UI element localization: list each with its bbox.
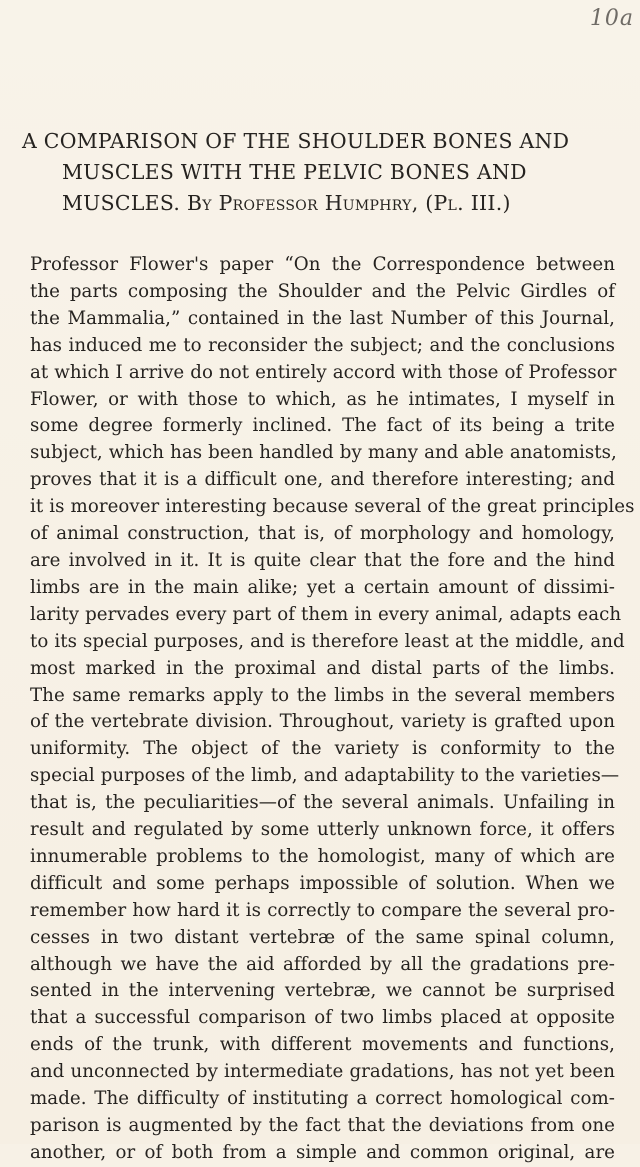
title-line-2: MUSCLES WITH THE PELVIC BONES AND bbox=[62, 160, 527, 184]
body-line: and unconnected by intermediate gradations, has not yet been bbox=[30, 1061, 615, 1083]
body-line: innumerable problems to the homologist, many of which are bbox=[30, 845, 615, 867]
body-line: subject, which has been handled by many and able anatomists, bbox=[30, 442, 617, 464]
body-line: most marked in the proximal and distal parts of the limbs. bbox=[30, 657, 615, 679]
body-line: Professor Flower's paper “On the Correspondence between bbox=[30, 254, 615, 275]
body-line: to its special purposes, and is therefore least at the middle, and bbox=[30, 630, 625, 652]
body-line: of the vertebrate division. Throughout, variety is grafted upon bbox=[30, 711, 615, 733]
body-line: Flower, or with those to which, as he intimates, I myself in bbox=[30, 388, 615, 410]
body-line: uniformity. The object of the variety is conformity to the bbox=[30, 738, 615, 760]
article-title bbox=[22, 126, 622, 219]
body-line: that a successful comparison of two limbs placed at opposite bbox=[30, 1007, 615, 1029]
body-line: remember how hard it is correctly to compare the several pro- bbox=[30, 899, 615, 921]
body-line: sented in the intervening vertebræ, we cannot be surprised bbox=[30, 980, 615, 1002]
title-line-1: A COMPARISON OF THE SHOULDER BONES AND bbox=[22, 129, 570, 153]
body-line: some degree formerly inclined. The fact of its being a trite bbox=[30, 415, 615, 437]
body-line: special purposes of the limb, and adaptability to the varieties— bbox=[30, 765, 620, 787]
body-line: the parts composing the Shoulder and the Pelvic Girdles of bbox=[30, 280, 615, 302]
body-line: result and regulated by some utterly unknown force, it offers bbox=[30, 819, 615, 841]
body-line: the Mammalia,” contained in the last Number of this Journal, bbox=[30, 307, 615, 329]
body-line: although we have the aid afforded by all the gradations pre- bbox=[30, 953, 615, 975]
body-line: at which I arrive do not entirely accord with those of Professor bbox=[30, 361, 617, 383]
body-line: The same remarks apply to the limbs in the several members bbox=[30, 684, 615, 706]
body-line: made. The difficulty of instituting a correct homological com- bbox=[30, 1088, 615, 1110]
body-line: difficult and some perhaps impossible of solution. When we bbox=[30, 872, 615, 894]
article-body bbox=[30, 252, 635, 1167]
title-line-3 bbox=[22, 188, 622, 219]
body-line: parison is augmented by the fact that the deviations from one bbox=[30, 1115, 615, 1136]
page-number-mark: 10a bbox=[589, 6, 634, 31]
body-line: it is moreover interesting because several of the great principles bbox=[30, 496, 635, 518]
body-line: are involved in it. It is quite clear that the fore and the hind bbox=[30, 549, 615, 571]
body-line: proves that it is a difficult one, and therefore interesting; and bbox=[30, 469, 615, 491]
body-line: that is, the peculiarities—of the several animals. Unfailing in bbox=[30, 792, 615, 814]
body-line: limbs are in the main alike; yet a certain amount of dissimi- bbox=[30, 576, 615, 598]
body-line: ends of the trunk, with different movements and functions, bbox=[30, 1034, 615, 1056]
body-line: another, or of both from a simple and common original, are bbox=[30, 1141, 615, 1163]
title-line-3-text: MUSCLES. bbox=[62, 191, 181, 215]
body-line: has induced me to reconsider the subject; and the conclusions bbox=[30, 334, 615, 356]
body-line: cesses in two distant vertebræ of the same spinal column, bbox=[30, 926, 615, 948]
author-byline: By Professor Humphry, (Pl. III.) bbox=[186, 191, 511, 215]
body-line: larity pervades every part of them in every animal, adapts each bbox=[30, 603, 622, 625]
body-line: of animal construction, that is, of morphology and homology, bbox=[30, 523, 615, 545]
